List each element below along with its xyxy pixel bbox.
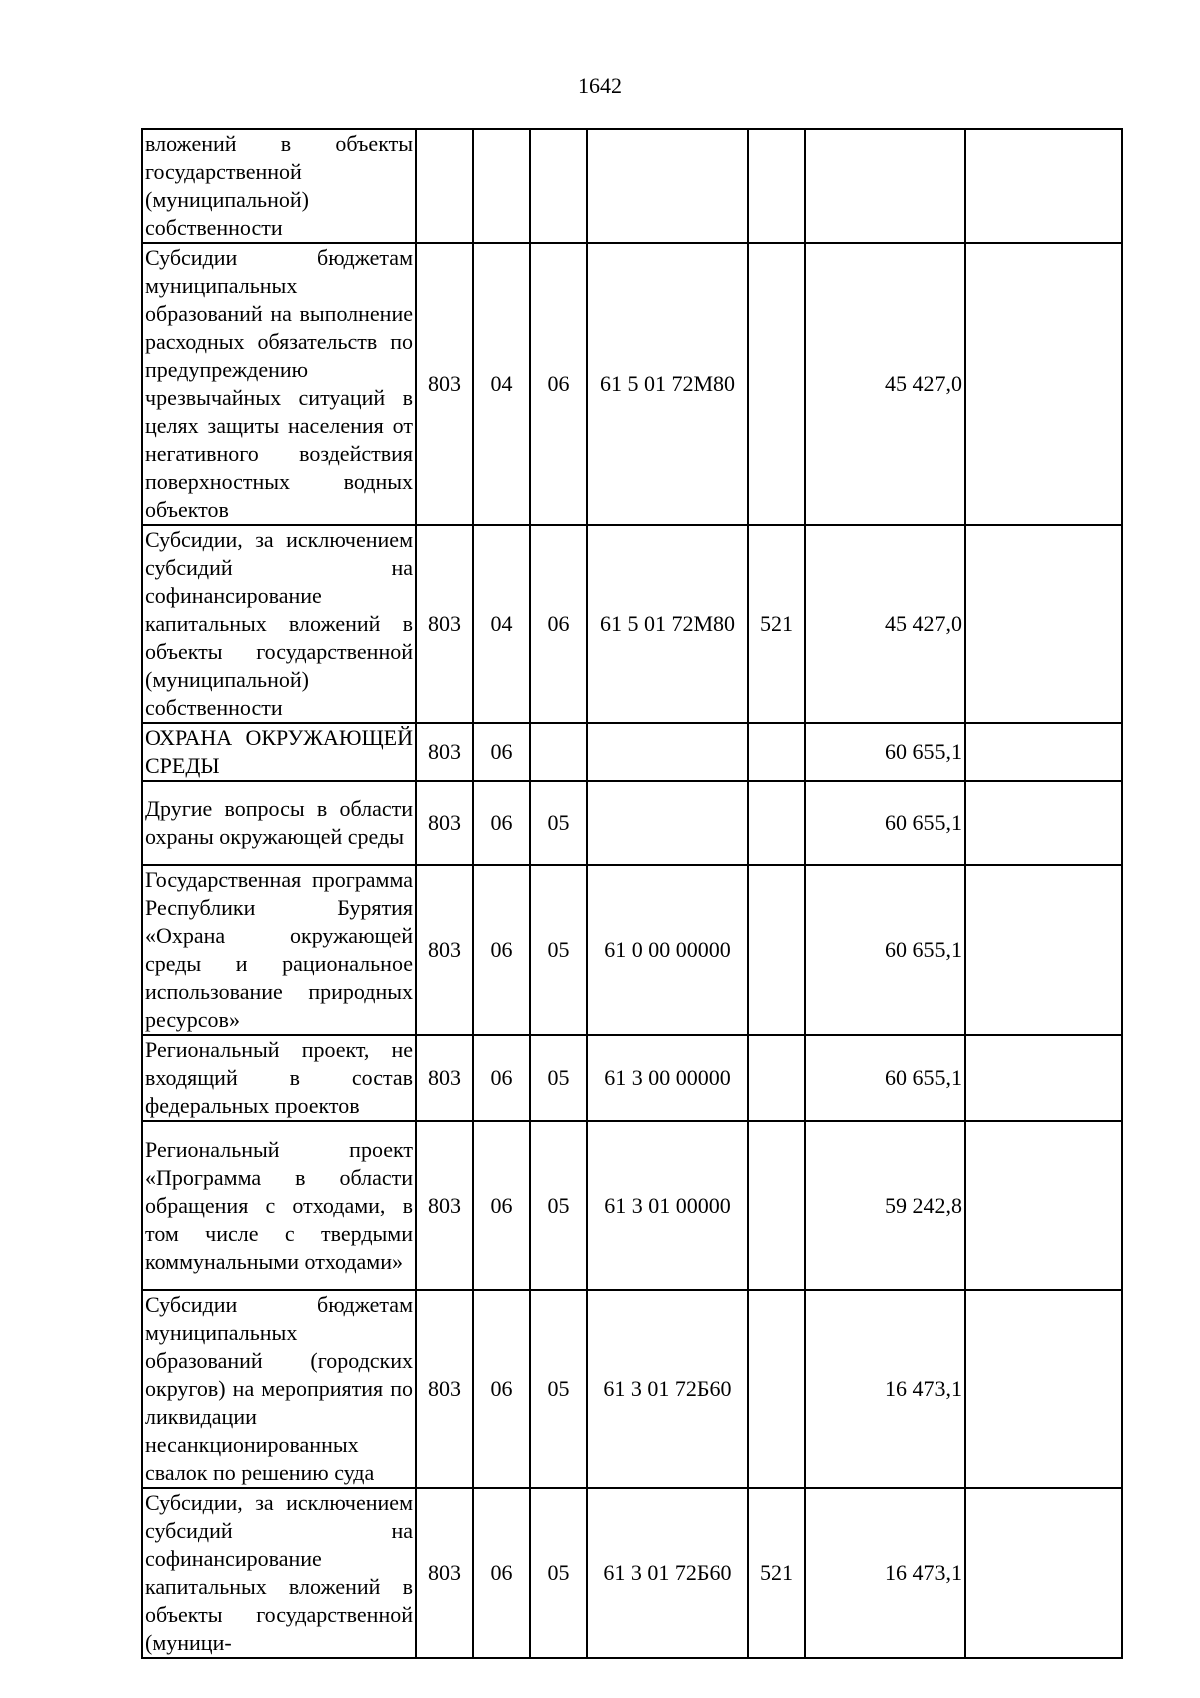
row-sum-cell: 16 473,1 [805,1290,965,1488]
page-number: 1642 [578,73,622,98]
row-extra-cell [965,865,1122,1035]
row-csr-cell: 61 5 01 72М80 [587,243,748,525]
row-rz-cell: 04 [473,525,530,723]
row-extra-cell [965,1488,1122,1658]
row-pr-cell: 05 [530,865,587,1035]
row-gr-cell: 803 [416,1035,473,1121]
row-name-cell: Другие вопросы в области охраны окружающей среды [142,781,416,865]
row-gr-cell: 803 [416,1290,473,1488]
row-sum-cell: 60 655,1 [805,865,965,1035]
row-vr-cell: 521 [748,1488,805,1658]
row-csr-cell: 61 3 00 00000 [587,1035,748,1121]
row-name-cell: Субсидии, за исключением субсидий на софинансирование капитальных вложений в объекты государственной (муници- [142,1488,416,1658]
table-row [142,243,1122,525]
row-rz-cell: 06 [473,1035,530,1121]
row-sum-cell: 60 655,1 [805,1035,965,1121]
row-sum-cell [805,129,965,243]
row-name-cell: Субсидии, за исключением субсидий на софинансирование капитальных вложений в объекты государственной (муниципальной) собственности [142,525,416,723]
row-csr-cell: 61 3 01 00000 [587,1121,748,1290]
table-row [142,1488,1122,1658]
row-vr-cell [748,865,805,1035]
row-pr-cell: 05 [530,1488,587,1658]
row-name-cell: Государственная программа Республики Бурятия «Охрана окружающей среды и рациональное использование природных ресурсов» [142,865,416,1035]
table-row [142,1035,1122,1121]
row-gr-cell: 803 [416,865,473,1035]
row-gr-cell: 803 [416,1121,473,1290]
table-row [142,129,1122,243]
row-extra-cell [965,1290,1122,1488]
row-csr-cell: 61 5 01 72М80 [587,525,748,723]
row-sum-cell: 45 427,0 [805,243,965,525]
row-name-cell: вложений в объекты государственной (муниципальной) собственности [142,129,416,243]
row-extra-cell [965,243,1122,525]
row-csr-cell: 61 3 01 72Б60 [587,1290,748,1488]
row-name-cell: ОХРАНА ОКРУЖАЮЩЕЙ СРЕДЫ [142,723,416,781]
row-extra-cell [965,781,1122,865]
row-pr-cell: 05 [530,781,587,865]
row-rz-cell: 04 [473,243,530,525]
row-pr-cell [530,129,587,243]
row-sum-cell: 60 655,1 [805,723,965,781]
row-extra-cell [965,129,1122,243]
row-pr-cell: 05 [530,1035,587,1121]
row-gr-cell: 803 [416,243,473,525]
table-row [142,781,1122,865]
row-name-cell: Региональный проект, не входящий в состав федеральных проектов [142,1035,416,1121]
row-vr-cell [748,1121,805,1290]
row-vr-cell [748,1035,805,1121]
row-rz-cell: 06 [473,865,530,1035]
row-csr-cell [587,781,748,865]
row-sum-cell: 16 473,1 [805,1488,965,1658]
row-pr-cell [530,723,587,781]
row-gr-cell: 803 [416,1488,473,1658]
row-sum-cell: 59 242,8 [805,1121,965,1290]
table-row [142,865,1122,1035]
row-vr-cell [748,1290,805,1488]
row-rz-cell: 06 [473,723,530,781]
budget-table [141,128,1123,1659]
row-gr-cell: 803 [416,781,473,865]
row-name-cell: Региональный проект «Программа в области обращения с отходами, в том числе с твердыми коммунальными отходами» [142,1121,416,1290]
row-rz-cell: 06 [473,1290,530,1488]
row-gr-cell [416,129,473,243]
row-rz-cell: 06 [473,1121,530,1290]
row-vr-cell: 521 [748,525,805,723]
row-extra-cell [965,1035,1122,1121]
row-extra-cell [965,723,1122,781]
row-csr-cell: 61 0 00 00000 [587,865,748,1035]
row-csr-cell [587,129,748,243]
row-gr-cell: 803 [416,525,473,723]
row-sum-cell: 60 655,1 [805,781,965,865]
row-csr-cell [587,723,748,781]
table-row [142,1290,1122,1488]
row-extra-cell [965,525,1122,723]
row-pr-cell: 05 [530,1290,587,1488]
row-vr-cell [748,723,805,781]
row-rz-cell: 06 [473,1488,530,1658]
table-row [142,1121,1122,1290]
row-extra-cell [965,1121,1122,1290]
row-pr-cell: 06 [530,243,587,525]
row-pr-cell: 06 [530,525,587,723]
row-sum-cell: 45 427,0 [805,525,965,723]
row-csr-cell: 61 3 01 72Б60 [587,1488,748,1658]
table-row [142,525,1122,723]
row-rz-cell [473,129,530,243]
row-vr-cell [748,243,805,525]
row-vr-cell [748,781,805,865]
row-name-cell: Субсидии бюджетам муниципальных образований (городских округов) на мероприятия по ликвидации несанкционированных свалок по решению суда [142,1290,416,1488]
row-name-cell: Субсидии бюджетам муниципальных образований на выполнение расходных обязательств по предупреждению чрезвычайных ситуаций в целях защиты населения от негативного воздействия поверхностных водных объектов [142,243,416,525]
row-gr-cell: 803 [416,723,473,781]
row-rz-cell: 06 [473,781,530,865]
table-row [142,723,1122,781]
row-vr-cell [748,129,805,243]
row-pr-cell: 05 [530,1121,587,1290]
